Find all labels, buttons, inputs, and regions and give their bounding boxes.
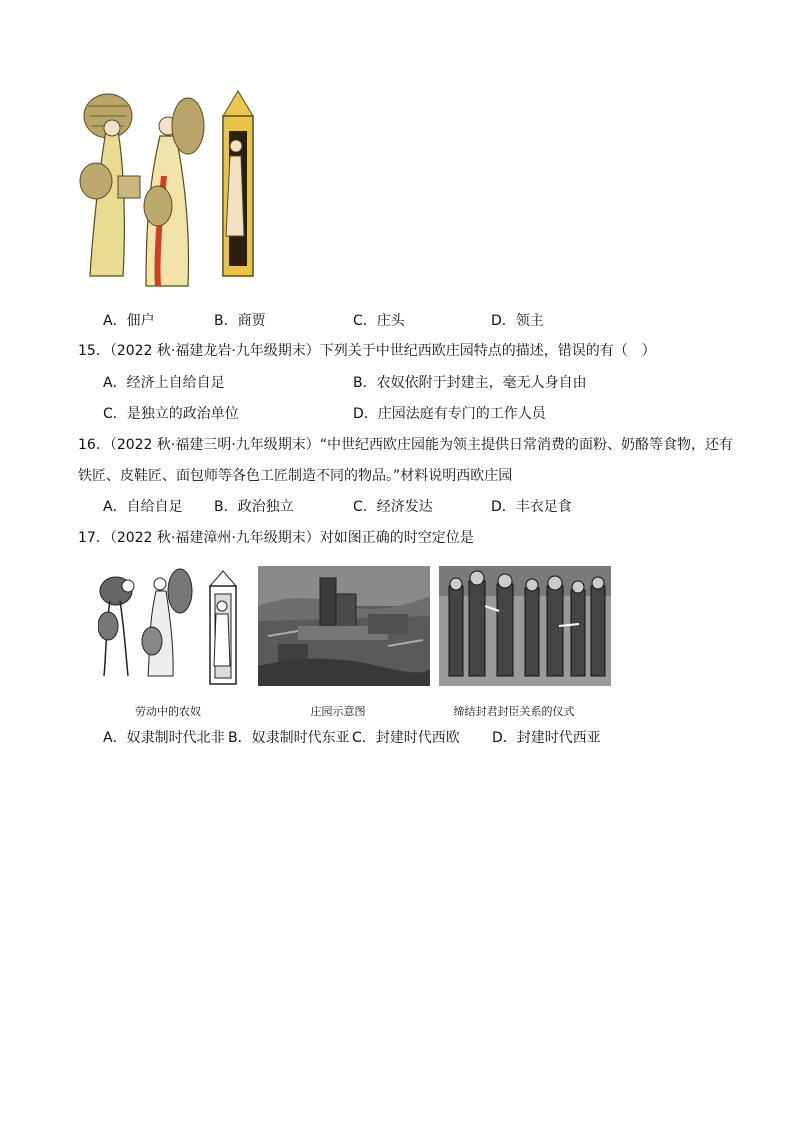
serfs-working-image (98, 566, 250, 686)
caption-manor: 庄园示意图 (310, 705, 366, 718)
q14-option-b[interactable]: B．商贾 (214, 313, 266, 329)
q15-option-c[interactable]: C．是独立的政治单位 (103, 406, 239, 422)
q16-stem-line1: 16．（2022 秋·福建三明·九年级期末）“中世纪西欧庄园能为领主提供日常消费的面粉、奶酪等食物，还有 (78, 437, 734, 453)
q17-option-b[interactable]: B．奴隶制时代东亚 (228, 730, 350, 746)
q14-option-d[interactable]: D．领主 (491, 313, 544, 329)
caption-serfs: 劳动中的农奴 (135, 705, 201, 718)
q17-option-c[interactable]: C．封建时代西欧 (352, 730, 460, 746)
q17-option-a[interactable]: A．奴隶制时代北非 (103, 730, 225, 746)
q14-option-a[interactable]: A．佃户 (103, 313, 155, 329)
manor-diagram-image (258, 566, 430, 686)
q16-option-d[interactable]: D．丰衣足食 (491, 499, 572, 515)
q14-option-c[interactable]: C．庄头 (353, 313, 405, 329)
q16-option-a[interactable]: A．自给自足 (103, 499, 183, 515)
q17-stem: 17．（2022 秋·福建漳州·九年级期末）对如图正确的时空定位是 (78, 530, 474, 546)
q15-option-a[interactable]: A．经济上自给自足 (103, 375, 225, 391)
peasants-illustration-color (78, 86, 268, 296)
q17-option-d[interactable]: D．封建时代西亚 (492, 730, 601, 746)
caption-fealty: 缔结封君封臣关系的仪式 (453, 705, 575, 718)
fealty-ceremony-image (439, 566, 611, 686)
q16-option-c[interactable]: C．经济发达 (353, 499, 433, 515)
q15-stem: 15．（2022 秋·福建龙岩·九年级期末）下列关于中世纪西欧庄园特点的描述，错误的有（ ） (78, 343, 656, 359)
q16-stem-line2: 铁匠、皮鞋匠、面包师等各色工匠制造不同的物品。”材料说明西欧庄园 (78, 468, 513, 484)
q15-option-b[interactable]: B．农奴依附于封建主，毫无人身自由 (353, 375, 587, 391)
q16-option-b[interactable]: B．政治独立 (214, 499, 294, 515)
q15-option-d[interactable]: D．庄园法庭有专门的工作人员 (353, 406, 546, 422)
